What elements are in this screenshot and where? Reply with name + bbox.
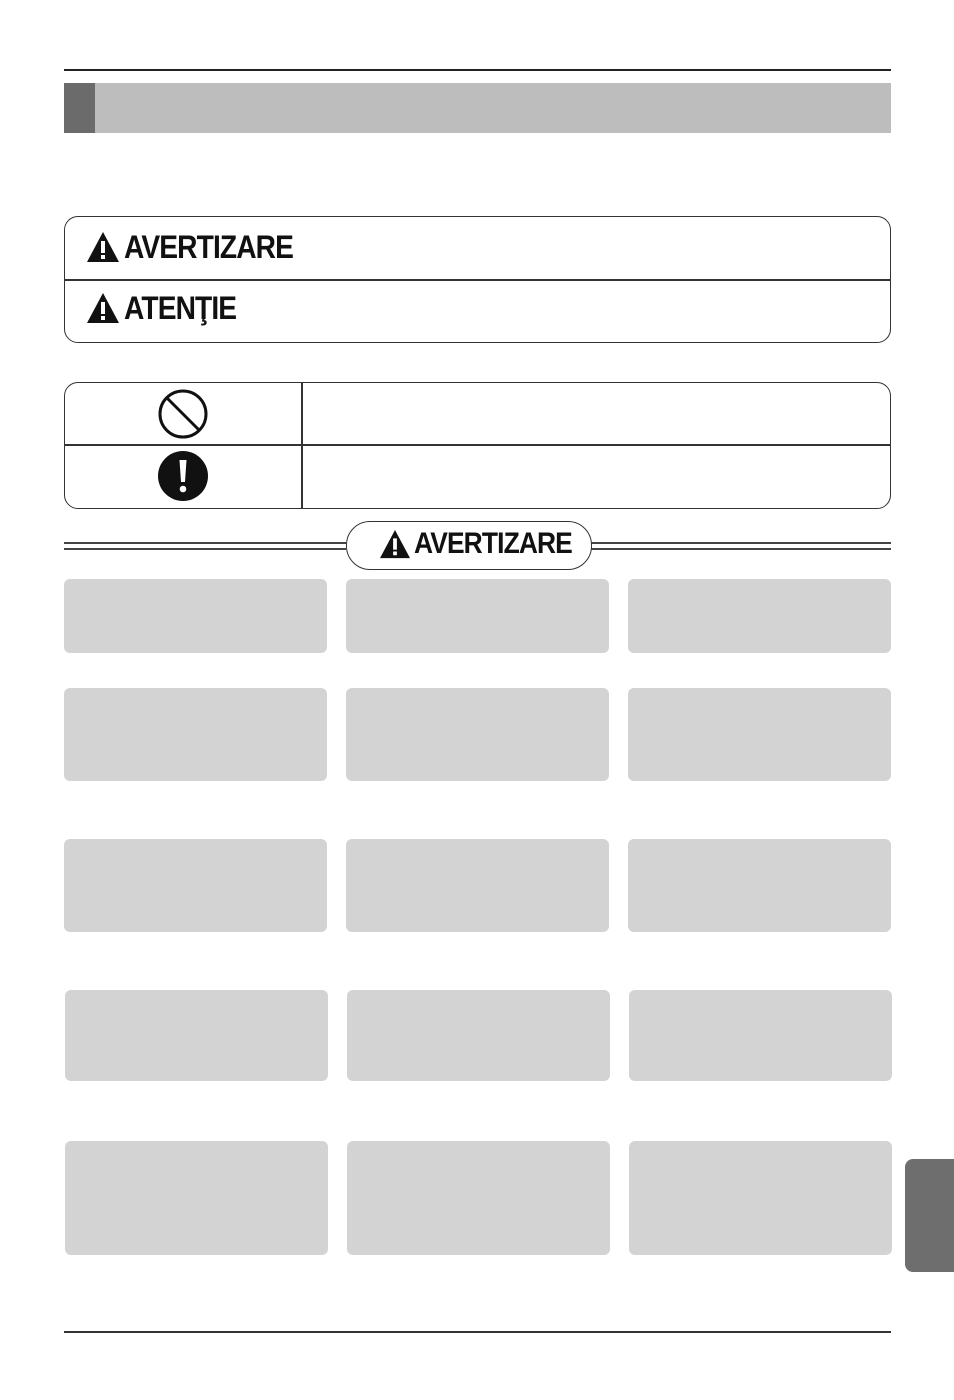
card-r2-c2 (346, 688, 609, 781)
section-divider-right-top (590, 542, 891, 544)
section-warning-triangle-icon (379, 529, 411, 559)
card-r3-c3 (628, 839, 891, 932)
card-r1-c2 (346, 579, 609, 653)
card-r4-c2 (347, 990, 610, 1081)
card-r2-c1 (64, 688, 327, 781)
section-divider-right-bottom (590, 548, 891, 550)
warning-label: AVERTIZARE (124, 229, 294, 265)
caution-triangle-icon (86, 292, 120, 324)
top-rule (64, 69, 891, 71)
card-r5-c1 (65, 1141, 328, 1255)
caution-row (86, 292, 252, 324)
bottom-rule (64, 1331, 891, 1333)
card-r1-c1 (64, 579, 327, 653)
section-divider-left-bottom (64, 548, 346, 550)
card-r1-c3 (628, 579, 891, 653)
section-title: AVERTIZARE (414, 527, 572, 560)
card-r5-c2 (347, 1141, 610, 1255)
warning-row (86, 231, 316, 263)
card-r4-c3 (629, 990, 892, 1081)
card-r2-c3 (628, 688, 891, 781)
section-title-row (379, 529, 593, 559)
symbols-horizontal-divider (64, 444, 891, 446)
caution-label: ATENŢIE (124, 290, 237, 326)
card-r4-c1 (65, 990, 328, 1081)
section-header-accent (64, 83, 95, 133)
warning-triangle-icon (86, 231, 120, 263)
card-r3-c2 (346, 839, 609, 932)
section-divider-left-top (64, 542, 346, 544)
card-r3-c1 (64, 839, 327, 932)
language-side-tab (905, 1159, 954, 1272)
signal-words-divider (64, 279, 891, 281)
exclamation-icon (157, 450, 209, 502)
section-header-band (64, 83, 891, 133)
prohibition-icon (157, 388, 209, 440)
symbols-vertical-divider (301, 383, 303, 508)
card-r5-c3 (629, 1141, 892, 1255)
